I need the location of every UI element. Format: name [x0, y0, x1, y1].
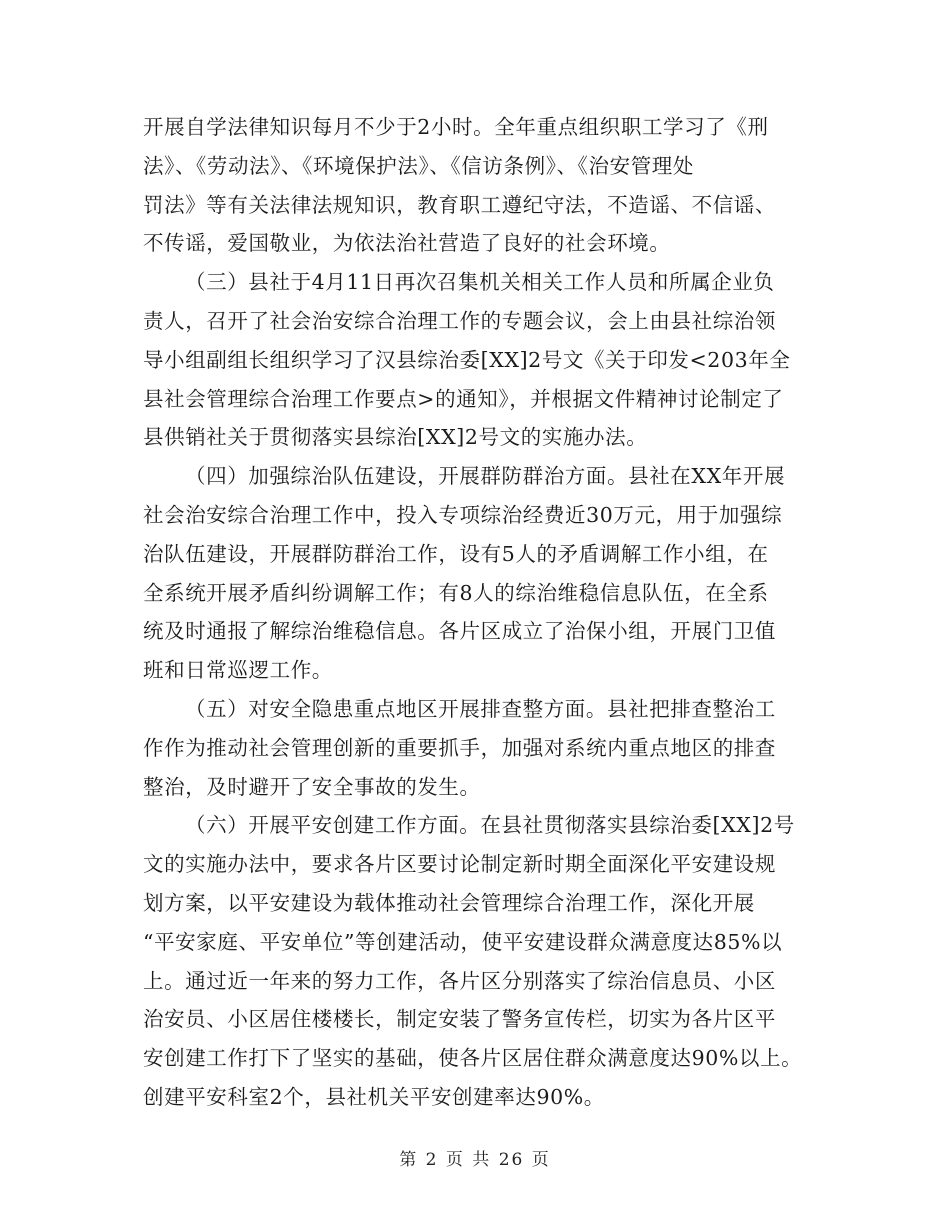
text-line: 不传谣，爱国敬业，为依法治社营造了良好的社会环境。: [143, 231, 671, 256]
text-line: 法》、《劳动法》、《环境保护法》、《信访条例》、《治安管理处: [143, 153, 694, 178]
text-line: 安创建工作打下了坚实的基础，使各片区居住群众满意度达90%以上。: [143, 1046, 803, 1071]
text-line: “平安家庭、平安单位”等创建活动，使平安建设群众满意度达85%以: [143, 929, 783, 954]
text-line: 县供销社关于贯彻落实县综治[XX]2号文的实施办法。: [143, 425, 648, 450]
document-body: [143, 108, 811, 1117]
text-line: 导小组副组长组织学习了汉县综治委[XX]2号文《关于印发<203年全: [143, 347, 791, 372]
text-line: 文的实施办法中，要求各片区要讨论制定新时期全面深化平安建设规: [143, 852, 776, 877]
paragraph-start-line: （五）对安全隐患重点地区开展排查整方面。县社把排查整治工: [185, 696, 776, 721]
text-line: 治队伍建设，开展群防群治工作，设有5人的矛盾调解工作小组，在: [143, 541, 769, 566]
text-line: 划方案，以平安建设为载体推动社会管理综合治理工作，深化开展: [143, 890, 755, 915]
paragraph-start-line: （六）开展平安创建工作方面。在县社贯彻落实县综治委[XX]2号: [185, 813, 795, 838]
text-line: 县社会管理综合治理工作要点>的通知》，并根据文件精神讨论制定了: [143, 386, 784, 411]
paragraph-start-line: （三）县社于4月11日再次召集机关相关工作人员和所属企业负: [185, 270, 775, 295]
text-line: 统及时通报了解综治维稳信息。各片区成立了治保小组，开展门卫值: [143, 619, 776, 644]
text-line: 责人，召开了社会治安综合治理工作的专题会议，会上由县社综治领: [143, 308, 776, 333]
page-number-footer: 第 2 页 共 26 页: [399, 1150, 551, 1170]
text-line: 上。通过近一年来的努力工作，各片区分别落实了综治信息员、小区: [143, 968, 776, 993]
text-line: 罚法》等有关法律法规知识，教育职工遵纪守法，不造谣、不信谣、: [143, 192, 776, 217]
text-line: 班和日常巡逻工作。: [143, 658, 333, 683]
text-line: 整治，及时避开了安全事故的发生。: [143, 774, 481, 799]
text-line: 治安员、小区居住楼楼长，制定安装了警务宣传栏，切实为各片区平: [143, 1007, 776, 1032]
paragraph-start-line: （四）加强综治队伍建设，开展群防群治方面。县社在XX年开展: [185, 464, 786, 489]
text-line: 全系统开展矛盾纠纷调解工作；有8人的综治维稳信息队伍，在全系: [143, 580, 769, 605]
text-line: 开展自学法律知识每月不少于2小时。全年重点组织职工学习了《刑: [143, 115, 769, 139]
text-line: 作作为推动社会管理创新的重要抓手，加强对系统内重点地区的排查: [143, 735, 776, 760]
text-line: 创建平安科室2个，县社机关平安创建率达90%。: [143, 1084, 605, 1109]
text-line: 社会治安综合治理工作中，投入专项综治经费近30万元，用于加强综: [143, 502, 783, 527]
